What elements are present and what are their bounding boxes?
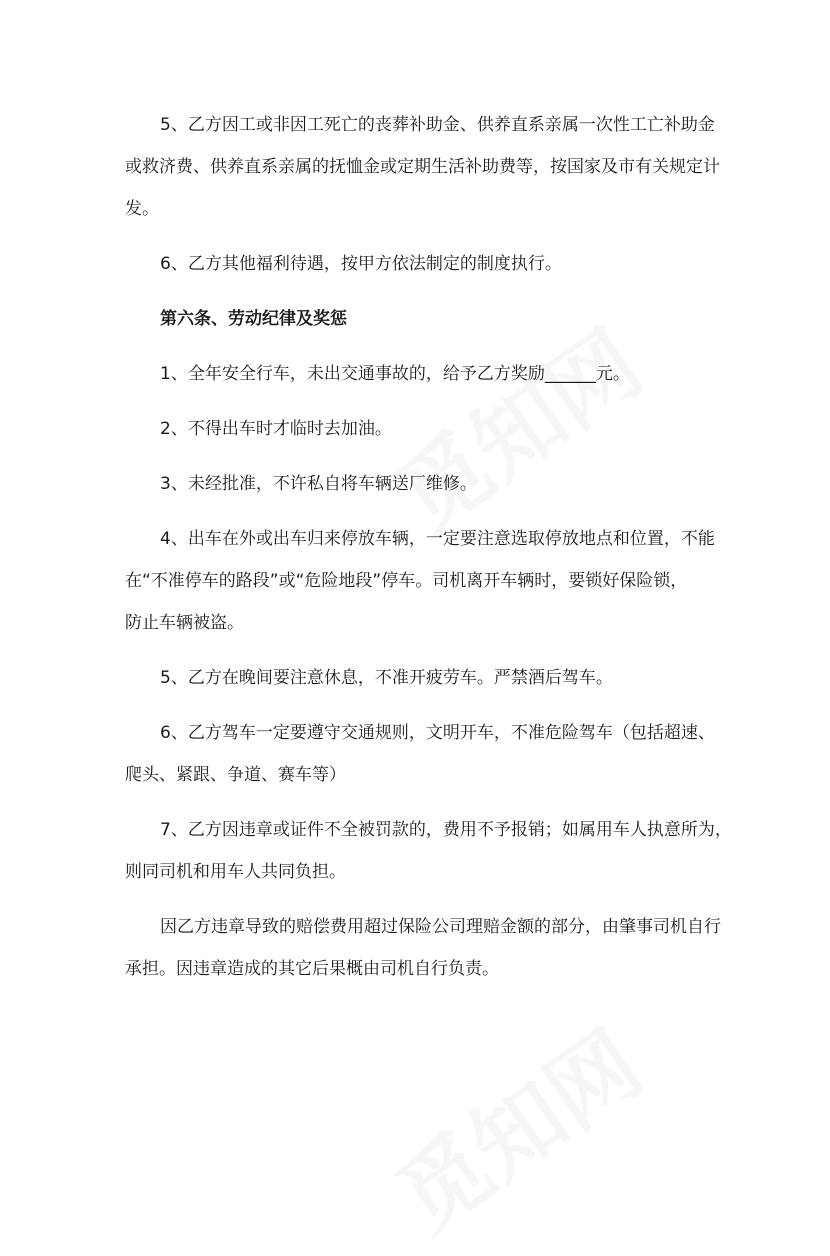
text-line: 7、乙方因违章或证件不全被罚款的，费用不予报销；如属用车人执意所为， <box>160 820 732 840</box>
text-line: 3、未经批准，不许私自将车辆送厂维修。 <box>160 474 477 494</box>
text-line: 爬头、紧跟、争道、赛车等） <box>125 765 346 785</box>
paragraph <box>125 463 725 505</box>
paragraph <box>125 809 732 893</box>
paragraph <box>125 408 725 450</box>
text-line: 4、出车在外或出车归来停放车辆，一定要注意选取停放地点和位置，不能 <box>160 529 715 549</box>
text-line: 5、乙方因工或非因工死亡的丧葬补助金、供养直系亲属一次性工亡补助金 <box>160 115 715 135</box>
paragraph <box>125 353 725 395</box>
text-line: 6、乙方驾车一定要遵守交通规则，文明开车，不准危险驾车（包括超速、 <box>160 723 715 743</box>
text-line: 在“不准停车的路段”或“危险地段”停车。司机离开车辆时，要锁好保险锁， <box>125 571 688 591</box>
paragraph <box>125 712 725 796</box>
paragraph <box>125 243 725 285</box>
text-line: 发。 <box>125 199 159 219</box>
text-line: 2、不得出车时才临时去加油。 <box>160 419 392 439</box>
document-body <box>125 104 732 1003</box>
text-line: 或救济费、供养直系亲属的抚恤金或定期生活补助费等，按国家及市有关规定计 <box>125 157 720 177</box>
text-line: 因乙方违章导致的赔偿费用超过保险公司理赔金额的部分，由肇事司机自行 <box>160 917 721 937</box>
text-line: 防止车辆被盗。 <box>125 613 244 633</box>
text-line: 承担。因违章造成的其它后果概由司机自行负责。 <box>125 959 499 979</box>
paragraph <box>125 657 725 699</box>
text-line: 6、乙方其他福利待遇，按甲方依法制定的制度执行。 <box>160 254 562 274</box>
paragraph <box>125 518 725 644</box>
section-heading <box>125 298 725 340</box>
text-line: 5、乙方在晚间要注意休息，不准开疲劳车。严禁酒后驾车。 <box>160 668 613 688</box>
text-line: 1、全年安全行车，未出交通事故的，给予乙方奖励______元。 <box>160 364 630 384</box>
text-line: 则同司机和用车人共同负担。 <box>125 862 346 882</box>
watermark <box>367 994 663 1255</box>
paragraph <box>125 104 725 230</box>
paragraph <box>125 906 725 990</box>
text-line: 第六条、劳动纪律及奖惩 <box>160 309 347 329</box>
